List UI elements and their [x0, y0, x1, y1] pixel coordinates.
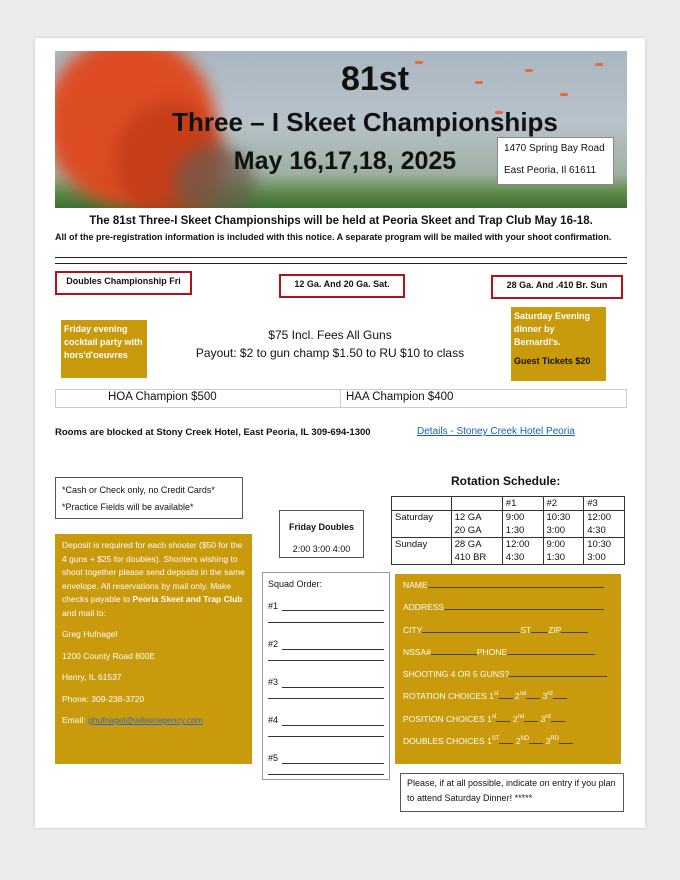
field-label: NSSA# — [403, 646, 431, 657]
cash-note: *Cash or Check only, no Credit Cards* — [62, 485, 215, 495]
mail-city: Henry, IL 61537 — [62, 672, 122, 682]
saturday-dinner-note — [511, 307, 606, 381]
table-cell: 3:00 — [543, 524, 584, 538]
table-cell: 10:30 — [584, 538, 625, 552]
club-address-box — [497, 137, 614, 185]
guns-field[interactable] — [403, 669, 613, 691]
rotation-title: Rotation Schedule: — [451, 474, 561, 488]
target-fragment — [560, 93, 568, 96]
banner-dates: May 16,17,18, 2025 — [233, 147, 457, 175]
squad-slot[interactable] — [268, 713, 384, 739]
hoa-champion: HOA Champion $500 — [108, 391, 217, 403]
squad-slot[interactable] — [268, 751, 384, 777]
table-cell: 410 BR — [451, 551, 502, 565]
table-cell: 1:30 — [502, 524, 543, 538]
event-sat: 12 Ga. And 20 Ga. Sat. — [279, 274, 405, 298]
deposit-info — [55, 534, 252, 764]
flyer-page — [35, 38, 645, 828]
field-label: CITY — [403, 624, 423, 635]
field-label: SHOOTING 4 OR 5 GUNS? — [403, 669, 510, 680]
position-choices-field[interactable]: POSITION CHOICES 1st 2nd 3rd — [403, 714, 613, 736]
address-line: East Peoria, Il 61611 — [504, 165, 597, 176]
lead-sentence: The 81st Three-I Skeet Championships will be held at Peoria Skeet and Trap Club May 16-18. — [89, 215, 593, 227]
deposit-text: Deposit is required for each shooter ($50 for the 4 guns + $25 for doubles). Shooters wishing to shoot together please send deposits in the same envelope. All reservations by mail only. Make checks payable to — [62, 540, 245, 604]
squad-slot[interactable] — [268, 637, 384, 663]
slot-line[interactable] — [268, 774, 384, 775]
field-label: NAME — [403, 580, 428, 590]
rotation-choices-field[interactable]: ROTATION CHOICES 1st 2nd 3rd — [403, 691, 613, 713]
hotel-info: Rooms are blocked at Stony Creek Hotel, East Peoria, IL 309-694-1300 — [55, 427, 371, 438]
table-header-row — [392, 497, 625, 511]
squad-order-box — [262, 572, 390, 780]
slot-line[interactable] — [268, 736, 384, 737]
slot-line[interactable] — [282, 751, 384, 764]
mail-phone: Phone: 309-238-3720 — [62, 693, 145, 704]
entry-form — [395, 574, 621, 764]
divider — [55, 257, 627, 258]
slot-line[interactable] — [282, 713, 384, 726]
table-cell: 12:00 — [584, 511, 625, 525]
friday-doubles-times: 2:00 3:00 4:00 — [292, 544, 351, 554]
event-sun: 28 Ga. And .410 Br. Sun — [491, 275, 623, 299]
doubles-choices-field[interactable]: DOUBLES CHOICES 1ST 2ND 3RD — [403, 736, 613, 758]
table-cell: 3:00 — [584, 551, 625, 565]
deposit-text-end: and mail to: — [62, 607, 106, 618]
haa-champion: HAA Champion $400 — [346, 391, 454, 403]
table-cell: Sunday — [392, 538, 452, 565]
table-cell: Saturday — [392, 511, 452, 538]
slot-label: #4 — [268, 715, 279, 725]
mail-email — [62, 714, 245, 728]
table-cell: 28 GA — [451, 538, 502, 552]
guest-tickets: Guest Tickets $20 — [514, 356, 591, 366]
event-fri: Doubles Championship Fri — [55, 271, 192, 295]
table-cell: 4:30 — [502, 551, 543, 565]
slot-line[interactable] — [282, 598, 384, 611]
fees-block — [155, 326, 505, 362]
field-label: ADDRESS — [403, 602, 445, 613]
dinner-rsvp-note: Please, if at all possible, indicate on entry if you plan to attend Saturday Dinner! ***** — [400, 773, 624, 812]
slot-line[interactable] — [268, 698, 384, 699]
field-label: ZIP — [548, 624, 562, 635]
table-cell: 1:30 — [543, 551, 584, 565]
mail-name: Greg Hufnagel — [62, 629, 118, 639]
email-label: Email: — [62, 715, 86, 725]
address-line: 1470 Spring Bay Road — [504, 143, 605, 154]
table-header-cell: #1 — [502, 497, 543, 511]
dinner-text: Saturday Evening dinner by Bernardi's. — [514, 311, 591, 347]
payment-notes — [55, 477, 243, 519]
table-header-cell: #3 — [584, 497, 625, 511]
field-label: ROTATION CHOICES — [403, 691, 487, 702]
table-row — [392, 538, 625, 552]
table-cell: 12 GA — [451, 511, 502, 525]
table-header-cell: #2 — [543, 497, 584, 511]
club-name: Peoria Skeet and Trap Club — [132, 594, 243, 604]
banner-year: 81st — [340, 60, 410, 98]
field-label: PHONE — [476, 646, 508, 657]
slot-line[interactable] — [282, 637, 384, 650]
city-state-zip-field[interactable] — [403, 625, 613, 647]
address-field[interactable] — [403, 602, 613, 624]
table-cell: 20 GA — [451, 524, 502, 538]
slot-label: #2 — [268, 639, 279, 649]
hotel-details-link[interactable]: Details - Stoney Creek Hotel Peoria — [417, 426, 575, 437]
slot-line[interactable] — [282, 675, 384, 688]
table-row — [392, 511, 625, 525]
slot-label: #1 — [268, 601, 279, 611]
fees-line: $75 Incl. Fees All Guns — [268, 328, 392, 342]
banner-title: Three – I Skeet Championships — [172, 107, 558, 137]
table-header-cell — [451, 497, 502, 511]
squad-title: Squad Order: — [268, 579, 323, 589]
slot-line[interactable] — [268, 622, 384, 623]
table-cell: 12:00 — [502, 538, 543, 552]
target-fragment — [525, 69, 533, 72]
nssa-phone-field[interactable] — [403, 647, 613, 669]
friday-doubles-box — [279, 510, 364, 558]
rotation-table — [391, 496, 625, 565]
table-cell: 9:00 — [543, 538, 584, 552]
table-cell: 9:00 — [502, 511, 543, 525]
field-label: POSITION CHOICES — [403, 713, 485, 724]
squad-slot[interactable] — [268, 675, 384, 701]
sub-sentence: All of the pre-registration information is included with this notice. A separate program will be mailed with your shoot confirmation. — [55, 232, 612, 242]
table-cell: 10:30 — [543, 511, 584, 525]
name-field[interactable] — [403, 580, 613, 602]
slot-label: #5 — [268, 753, 279, 763]
mail-address: 1200 County Road 800E — [62, 650, 156, 661]
friday-doubles-title: Friday Doubles — [288, 522, 354, 532]
divider — [55, 263, 627, 264]
field-label: DOUBLES CHOICES — [403, 736, 485, 747]
champion-row — [55, 389, 627, 408]
payout-line: Payout: $2 to gun champ $1.50 to RU $10 to class — [195, 346, 465, 360]
slot-label: #3 — [268, 677, 279, 687]
email-link[interactable]: ghufnagel@wilsonagency.com — [88, 715, 203, 725]
practice-note: *Practice Fields will be available* — [62, 502, 194, 512]
target-fragment — [595, 63, 603, 66]
divider — [340, 390, 341, 407]
field-label: ST — [520, 624, 532, 635]
friday-cocktail-note: Friday evening cocktail party with hors'd'oeuvres — [61, 320, 147, 378]
slot-line[interactable] — [268, 660, 384, 661]
table-header-cell — [392, 497, 452, 511]
table-cell: 4:30 — [584, 524, 625, 538]
squad-slot[interactable] — [268, 599, 384, 625]
